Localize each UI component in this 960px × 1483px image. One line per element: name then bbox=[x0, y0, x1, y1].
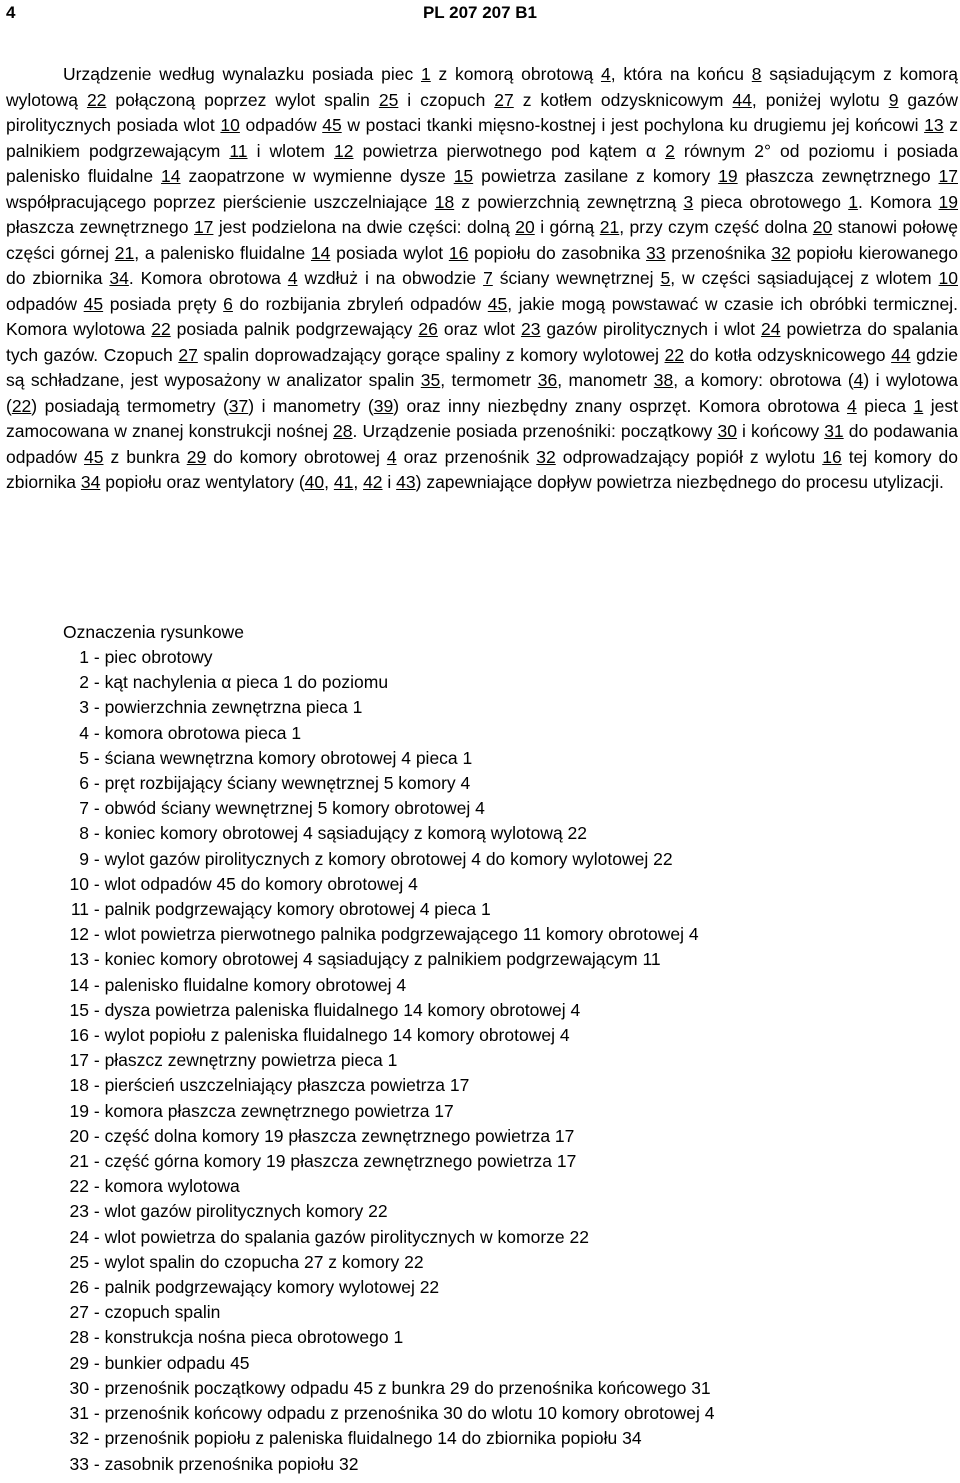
reference-numeral: 32 bbox=[771, 242, 791, 263]
legend-item bbox=[63, 897, 715, 922]
legend-item-separator: - bbox=[89, 1100, 105, 1121]
legend-item-text: przenośnik końcowy odpadu z przenośnika 30 do wlotu 10 komory obrotowej 4 bbox=[104, 1403, 715, 1424]
legend-item bbox=[63, 1048, 715, 1073]
legend-item-number: 19 bbox=[69, 1100, 89, 1121]
reference-numeral: 14 bbox=[161, 166, 181, 186]
legend-item bbox=[63, 1023, 715, 1048]
legend-item-separator: - bbox=[89, 1453, 105, 1474]
reference-numeral: 27 bbox=[178, 344, 198, 365]
legend-item-separator: - bbox=[89, 1075, 105, 1096]
legend-item bbox=[63, 998, 715, 1023]
legend-item-number: 23 bbox=[69, 1201, 89, 1222]
reference-numeral: 25 bbox=[378, 89, 399, 110]
reference-numeral: 9 bbox=[888, 89, 899, 110]
reference-numeral: 31 bbox=[824, 421, 844, 441]
legend-item-separator: - bbox=[89, 798, 105, 819]
legend-item bbox=[63, 746, 715, 771]
reference-numeral: 22 bbox=[11, 395, 32, 416]
legend-item-text: koniec komory obrotowej 4 sąsiadujący z palnikiem podgrzewającym 11 bbox=[104, 949, 661, 970]
legend-item-number: 17 bbox=[69, 1050, 89, 1071]
reference-numeral: 21 bbox=[114, 242, 135, 263]
legend-item bbox=[63, 645, 715, 670]
legend-item-text: przenośnik początkowy odpadu 45 z bunkra 29 do przenośnika końcowego 31 bbox=[104, 1377, 711, 1398]
legend-item bbox=[63, 1199, 715, 1224]
legend-item bbox=[63, 771, 715, 796]
legend-item-text: płaszcz zewnętrzny powietrza pieca 1 bbox=[104, 1050, 398, 1071]
reference-numeral: 1 bbox=[848, 191, 858, 212]
legend-item-number: 33 bbox=[69, 1453, 89, 1474]
reference-numeral: 33 bbox=[646, 242, 666, 263]
legend-item-number: 29 bbox=[69, 1352, 89, 1373]
legend-item-text: piec obrotowy bbox=[104, 647, 213, 667]
legend-item-text: pierścień uszczelniający płaszcza powietrza 17 bbox=[104, 1075, 470, 1096]
legend-item-separator: - bbox=[89, 873, 105, 894]
reference-numeral: 35 bbox=[420, 370, 441, 390]
legend-item-separator: - bbox=[89, 1226, 105, 1247]
legend-item-separator: - bbox=[89, 747, 105, 768]
reference-numeral: 18 bbox=[434, 191, 455, 212]
legend-item bbox=[63, 922, 715, 947]
legend-item bbox=[63, 1124, 715, 1149]
reference-numeral: 17 bbox=[193, 217, 214, 237]
reference-numeral: 16 bbox=[448, 242, 469, 263]
legend-item-number: 12 bbox=[69, 924, 89, 945]
legend-item-text: palnik podgrzewający komory obrotowej 4 pieca 1 bbox=[104, 899, 491, 920]
legend-item-text: bunkier odpadu 45 bbox=[104, 1352, 250, 1373]
reference-numeral: 27 bbox=[494, 89, 514, 110]
legend-item bbox=[63, 872, 715, 897]
reference-numeral: 38 bbox=[653, 370, 674, 390]
legend-item-number: 26 bbox=[69, 1277, 89, 1298]
reference-numeral: 44 bbox=[732, 89, 752, 110]
legend-item-separator: - bbox=[89, 697, 105, 718]
legend-item bbox=[63, 1073, 715, 1098]
reference-numeral: 4 bbox=[600, 64, 611, 84]
reference-numeral: 45 bbox=[487, 293, 508, 314]
legend-item-number: 25 bbox=[69, 1251, 89, 1272]
legend-item-number: 10 bbox=[69, 873, 89, 894]
legend-item-text: komora obrotowa pieca 1 bbox=[104, 722, 302, 743]
reference-numeral: 28 bbox=[333, 421, 353, 441]
reference-numeral: 20 bbox=[515, 217, 535, 237]
reference-numeral: 41 bbox=[333, 472, 354, 492]
legend-item bbox=[63, 1300, 715, 1325]
reference-numeral: 43 bbox=[396, 472, 416, 492]
reference-numeral: 30 bbox=[717, 421, 737, 441]
legend-item-number: 31 bbox=[69, 1403, 89, 1424]
legend-item-number: 9 bbox=[79, 848, 89, 869]
reference-numeral: 45 bbox=[84, 446, 104, 467]
legend-item-separator: - bbox=[89, 1176, 105, 1197]
legend-item-number: 8 bbox=[79, 823, 89, 844]
reference-numeral: 19 bbox=[938, 191, 958, 212]
legend-item bbox=[63, 821, 715, 846]
legend-item-number: 20 bbox=[69, 1125, 89, 1146]
legend-title: Oznaczenia rysunkowe bbox=[63, 622, 244, 642]
legend-item bbox=[63, 1099, 715, 1124]
reference-numeral: 26 bbox=[418, 319, 438, 339]
reference-numeral: 39 bbox=[373, 395, 394, 416]
legend-item-text: część dolna komory 19 płaszcza zewnętrznego powietrza 17 bbox=[104, 1125, 575, 1146]
legend-item-text: dysza powietrza paleniska fluidalnego 14 komory obrotowej 4 bbox=[104, 999, 581, 1020]
legend-item-number: 32 bbox=[69, 1428, 89, 1449]
reference-numeral: 45 bbox=[83, 293, 104, 314]
legend-item bbox=[63, 1401, 715, 1426]
legend-item-text: wlot gazów pirolitycznych komory 22 bbox=[104, 1201, 388, 1222]
legend-item-number: 16 bbox=[69, 1025, 89, 1046]
legend-item-text: komora wylotowa bbox=[104, 1176, 240, 1197]
legend-item-separator: - bbox=[89, 823, 105, 844]
legend-item-separator: - bbox=[89, 1428, 105, 1449]
reference-numeral: 34 bbox=[109, 268, 129, 288]
legend-item-separator: - bbox=[89, 999, 105, 1020]
reference-numeral: 22 bbox=[86, 89, 107, 110]
legend-item-separator: - bbox=[89, 1352, 105, 1373]
legend-item-text: kąt nachylenia α pieca 1 do poziomu bbox=[104, 672, 389, 693]
legend-item-number: 1 bbox=[79, 647, 89, 667]
reference-numeral: 29 bbox=[186, 446, 207, 467]
reference-numeral: 1 bbox=[913, 395, 924, 416]
legend-item-separator: - bbox=[89, 1201, 105, 1222]
legend-item-number: 18 bbox=[69, 1075, 89, 1096]
legend-item-number: 21 bbox=[69, 1151, 89, 1172]
legend-item bbox=[63, 847, 715, 872]
reference-numeral: 5 bbox=[660, 268, 671, 288]
reference-numeral: 45 bbox=[322, 115, 342, 135]
legend-item-text: konstrukcja nośna pieca obrotowego 1 bbox=[104, 1327, 404, 1348]
legend-item-number: 28 bbox=[69, 1327, 89, 1348]
legend-item-separator: - bbox=[89, 1403, 105, 1424]
legend-item bbox=[63, 1149, 715, 1174]
reference-numeral: 34 bbox=[80, 472, 101, 492]
reference-numeral: 19 bbox=[718, 166, 738, 186]
legend-item-separator: - bbox=[89, 848, 105, 869]
legend-item-separator: - bbox=[89, 1377, 105, 1398]
reference-numeral: 8 bbox=[751, 64, 762, 84]
legend-item-text: pręt rozbijający ściany wewnętrznej 5 komory 4 bbox=[104, 773, 471, 794]
reference-numeral: 13 bbox=[924, 115, 944, 135]
reference-numeral: 24 bbox=[761, 319, 781, 339]
reference-numeral: 4 bbox=[853, 370, 864, 390]
legend-item bbox=[63, 1174, 715, 1199]
legend-item-number: 13 bbox=[69, 949, 89, 970]
legend-item bbox=[63, 1275, 715, 1300]
legend-item-text: palnik podgrzewający komory wylotowej 22 bbox=[104, 1277, 440, 1298]
reference-numeral: 10 bbox=[220, 115, 240, 135]
reference-numeral: 22 bbox=[151, 319, 171, 339]
legend-item-separator: - bbox=[89, 1327, 105, 1348]
legend-item bbox=[63, 1351, 715, 1376]
legend-item bbox=[63, 1250, 715, 1275]
reference-numeral: 4 bbox=[386, 446, 397, 467]
reference-numeral: 36 bbox=[537, 370, 558, 390]
reference-numeral: 3 bbox=[683, 191, 694, 212]
reference-numeral: 42 bbox=[363, 472, 383, 492]
reference-numeral: 7 bbox=[483, 268, 493, 288]
reference-legend bbox=[63, 645, 715, 1477]
legend-item-separator: - bbox=[89, 672, 105, 693]
legend-item bbox=[63, 721, 715, 746]
legend-item-number: 14 bbox=[69, 974, 89, 995]
legend-item-number: 15 bbox=[69, 999, 89, 1020]
reference-numeral: 2 bbox=[665, 140, 675, 161]
reference-numeral: 4 bbox=[287, 268, 298, 288]
page-number: 4 bbox=[6, 3, 16, 22]
reference-numeral: 1 bbox=[421, 64, 431, 84]
reference-numeral: 23 bbox=[520, 319, 541, 339]
legend-item-number: 27 bbox=[69, 1302, 89, 1323]
description-paragraph: Urządzenie według wynalazku posiada piec 1 z komorą obrotową 4, która na końcu 8 sąsiadującym z komorą wylotową 22 połączoną poprzez wylot spalin 25 i czopuch 27 z kotłem odzysknicowym 44, poniżej wylotu 9 gazów pirolitycznych posiada wlot 10 odpadów 45 w postaci tkanki mięsno-kostnej i jest pochylona ku drugiemu jej końcowi 13 z palnikiem podgrzewającym 11 i wlotem 12 powietrza pierwotnego pod kątem α 2 równym 2° od poziomu i posiada palenisko fluidalne 14 zaopatrzone w wymienne dysze 15 powietrza zasilane z komory 19 płaszcza zewnętrznego 17 współpracującego poprzez pierścienie uszczelniające 18 z powierzchnią zewnętrzną 3 pieca obrotowego 1. Komora 19 płaszcza zewnętrznego 17 jest podzielona na dwie części: dolną 20 i górną 21, przy czym część dolna 20 stanowi połowę części górnej 21, a palenisko fluidalne 14 posiada wylot 16 popiołu do zasobnika 33 przenośnika 32 popiołu kierowanego do zbiornika 34. Komora obrotowa 4 wzdłuż i na obwodzie 7 ściany wewnętrznej 5, w części sąsiadującej z wlotem 10 odpadów 45 posiada pręty 6 do rozbijania zbryleń odpadów 45, jakie mogą powstawać w czasie ich obróbki termicznej. Komora wylotowa 22 posiada palnik podgrzewający 26 oraz wlot 23 gazów pirolitycznych i wlot 24 powietrza do spalania tych gazów. Czopuch 27 spalin doprowadzający gorące spaliny z komory wylotowej 22 do kotła odzysknicowego 44 gdzie są schładzane, jest wyposażony w analizator spalin 35, termometr 36, manometr 38, a komory: obrotowa (4) i wylotowa (22) posiadają termometry (37) i manometry (39) oraz inny niezbędny znany osprzęt. Komora obrotowa 4 pieca 1 jest zamocowana w znanej konstrukcji nośnej 28. Urządzenie posiada przenośniki: początkowy 30 i końcowy 31 do podawania odpadów 45 z bunkra 29 do komory obrotowej 4 oraz przenośnik 32 odprowadzający popiół z wylotu 16 tej komory do zbiornika 34 popiołu oraz wentylatory (40, 41, 42 i 43) zapewniające dopływ powietrza niezbędnego do procesu utylizacji. bbox=[6, 64, 959, 492]
legend-item-text: wylot gazów pirolitycznych z komory obrotowej 4 do komory wylotowej 22 bbox=[104, 848, 673, 869]
legend-item bbox=[63, 670, 715, 695]
legend-item-text: wylot spalin do czopucha 27 z komory 22 bbox=[104, 1251, 424, 1272]
legend-item-separator: - bbox=[89, 949, 105, 970]
legend-item-number: 3 bbox=[79, 697, 89, 718]
legend-item-number: 6 bbox=[79, 773, 89, 794]
reference-numeral: 32 bbox=[536, 446, 556, 467]
reference-numeral: 17 bbox=[938, 166, 958, 186]
legend-item-text: powierzchnia zewnętrzna pieca 1 bbox=[104, 697, 363, 718]
legend-item-number: 4 bbox=[79, 722, 89, 743]
document-id: PL 207 207 B1 bbox=[422, 3, 538, 22]
reference-numeral: 14 bbox=[310, 242, 331, 263]
legend-item bbox=[63, 796, 715, 821]
reference-numeral: 10 bbox=[938, 268, 958, 288]
legend-item-text: wlot odpadów 45 do komory obrotowej 4 bbox=[104, 873, 418, 894]
reference-numeral: 40 bbox=[304, 472, 325, 492]
legend-item-separator: - bbox=[89, 1050, 105, 1071]
legend-item-text: zasobnik przenośnika popiołu 32 bbox=[104, 1453, 359, 1474]
legend-item-text: komora płaszcza zewnętrznego powietrza 17 bbox=[104, 1100, 454, 1121]
reference-numeral: 4 bbox=[847, 395, 857, 416]
legend-item bbox=[63, 947, 715, 972]
legend-item bbox=[63, 1225, 715, 1250]
legend-item-text: ściana wewnętrzna komory obrotowej 4 pieca 1 bbox=[104, 747, 473, 768]
legend-item-text: koniec komory obrotowej 4 sąsiadujący z komorą wylotową 22 bbox=[104, 823, 588, 844]
legend-item-number: 30 bbox=[69, 1377, 89, 1398]
legend-item-separator: - bbox=[89, 974, 105, 995]
legend-item-separator: - bbox=[89, 1151, 105, 1172]
reference-numeral: 22 bbox=[664, 344, 684, 365]
description-body bbox=[6, 62, 958, 496]
reference-numeral: 11 bbox=[229, 140, 248, 161]
legend-item bbox=[63, 1426, 715, 1451]
legend-item-separator: - bbox=[89, 722, 105, 743]
legend-item-number: 11 bbox=[70, 899, 89, 920]
legend-item bbox=[63, 973, 715, 998]
reference-numeral: 15 bbox=[453, 166, 474, 186]
legend-item-separator: - bbox=[89, 1125, 105, 1146]
legend-item-number: 24 bbox=[69, 1226, 89, 1247]
reference-numeral: 16 bbox=[822, 446, 842, 467]
legend-item-number: 2 bbox=[79, 672, 89, 693]
legend-item bbox=[63, 695, 715, 720]
legend-item-number: 7 bbox=[79, 798, 89, 819]
legend-item-separator: - bbox=[89, 1277, 105, 1298]
legend-item-text: palenisko fluidalne komory obrotowej 4 bbox=[104, 974, 407, 995]
legend-item-text: wlot powietrza do spalania gazów pirolitycznych w komorze 22 bbox=[104, 1226, 589, 1247]
reference-numeral: 44 bbox=[891, 344, 911, 365]
legend-item-separator: - bbox=[89, 1025, 105, 1046]
legend-item-text: wlot powietrza pierwotnego palnika podgrzewającego 11 komory obrotowej 4 bbox=[104, 924, 699, 945]
legend-item-separator: - bbox=[89, 647, 105, 667]
reference-numeral: 37 bbox=[228, 395, 249, 416]
legend-item-number: 5 bbox=[79, 747, 89, 768]
legend-item-text: czopuch spalin bbox=[104, 1302, 221, 1323]
legend-item bbox=[63, 1325, 715, 1350]
legend-item-separator: - bbox=[89, 899, 105, 920]
legend-item-text: przenośnik popiołu z paleniska fluidalnego 14 do zbiornika popiołu 34 bbox=[104, 1428, 642, 1449]
legend-item-separator: - bbox=[89, 1302, 105, 1323]
legend-item-separator: - bbox=[89, 924, 105, 945]
legend-item-number: 22 bbox=[69, 1176, 89, 1197]
legend-item-text: część górna komory 19 płaszcza zewnętrznego powietrza 17 bbox=[104, 1151, 577, 1172]
reference-numeral: 21 bbox=[599, 217, 620, 237]
reference-numeral: 20 bbox=[812, 217, 833, 237]
legend-item-text: wylot popiołu z paleniska fluidalnego 14 komory obrotowej 4 bbox=[104, 1025, 570, 1046]
reference-numeral: 12 bbox=[334, 140, 354, 161]
legend-item bbox=[63, 1376, 715, 1401]
legend-item-text: obwód ściany wewnętrznej 5 komory obrotowej 4 bbox=[104, 798, 485, 819]
legend-item bbox=[63, 1452, 715, 1477]
legend-item-separator: - bbox=[89, 1251, 105, 1272]
legend-item-separator: - bbox=[89, 773, 105, 794]
reference-numeral: 6 bbox=[223, 293, 233, 314]
